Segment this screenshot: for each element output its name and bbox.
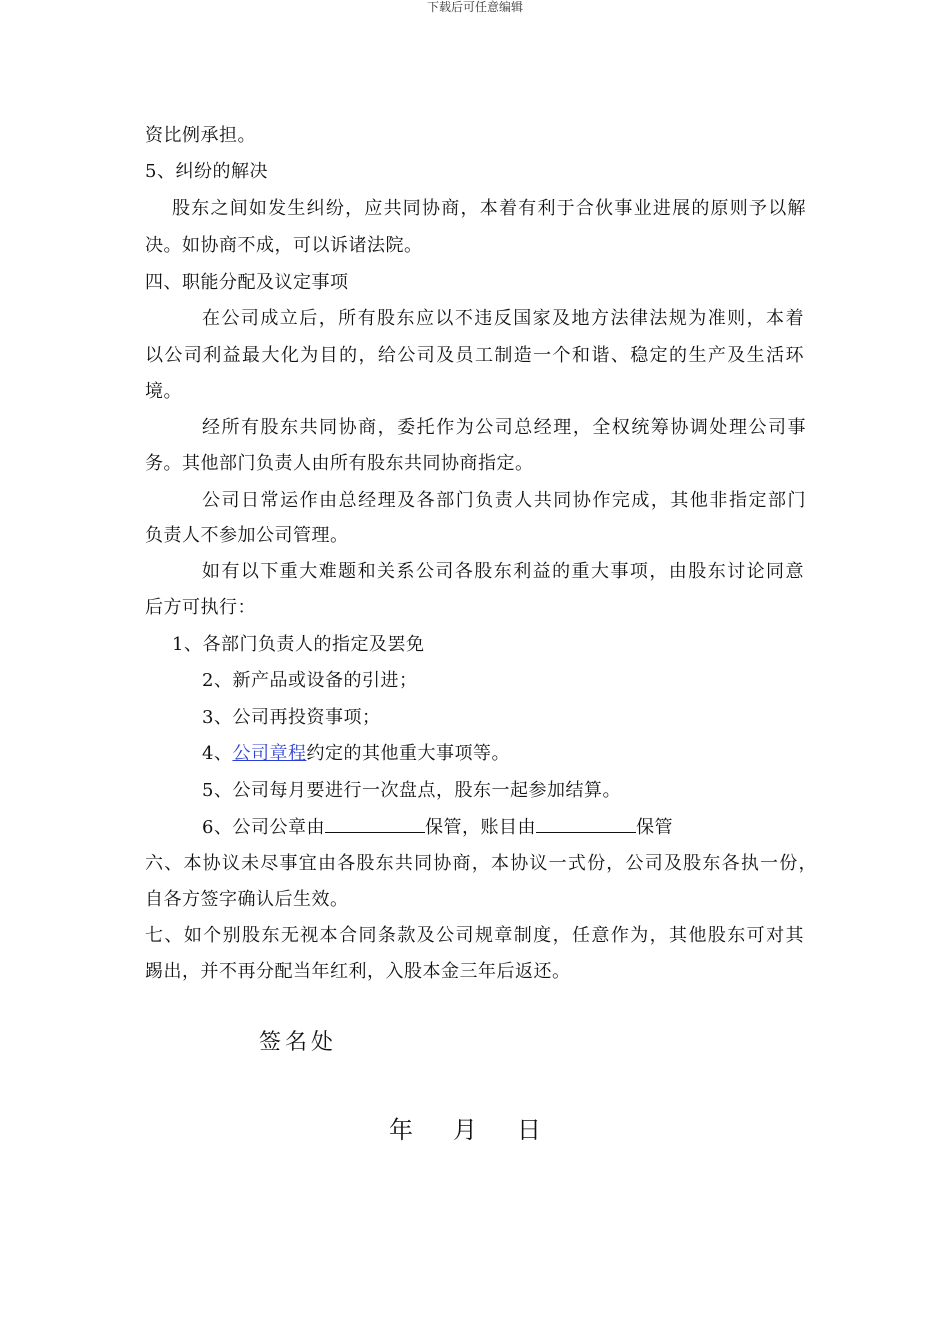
list-item: 1、各部门负责人的指定及罢免 [172, 634, 425, 655]
paragraph-line: 境。 [145, 381, 182, 402]
paragraph-line: 负责人不参加公司管理。 [145, 525, 349, 546]
date-line [389, 1116, 541, 1144]
date-month: 月 [453, 1116, 477, 1144]
paragraph-line: 后方可执行： [145, 597, 256, 618]
page-header: 下载后可任意编辑 [426, 0, 523, 14]
seal-keeper-blank[interactable] [325, 816, 425, 833]
list-item-text: 6、公司公章由 [202, 817, 325, 838]
section-heading: 5、纠纷的解决 [145, 161, 268, 182]
list-item [202, 816, 673, 839]
paragraph-line: 股东之间如发生纠纷，应共同协商，本着有利于合伙事业进展的原则予以解 [172, 198, 806, 219]
paragraph-line: 踢出，并不再分配当年红利，入股本金三年后返还。 [145, 961, 571, 982]
paragraph-line: 如有以下重大难题和关系公司各股东利益的重大事项，由股东讨论同意 [202, 561, 804, 582]
paragraph-line: 务。其他部门负责人由所有股东共同协商指定。 [145, 453, 534, 474]
paragraph-line: 自各方签字确认后生效。 [145, 889, 349, 910]
list-item-prefix: 4、 [202, 743, 233, 764]
paragraph-line: 以公司利益最大化为目的，给公司及员工制造一个和谐、稳定的生产及生活环 [145, 345, 804, 366]
paragraph-line: 决。如协商不成，可以诉诸法院。 [145, 235, 423, 256]
paragraph-line: 经所有股东共同协商，委托作为公司总经理，全权统筹协调处理公司事 [202, 417, 806, 438]
list-item: 2、新产品或设备的引进； [202, 670, 418, 691]
paragraph-line: 公司日常运作由总经理及各部门负责人共同协作完成，其他非指定部门 [202, 490, 806, 511]
list-item: 3、公司再投资事项； [202, 707, 381, 728]
list-item-text: 保管 [635, 817, 673, 838]
paragraph-line: 七、如个别股东无视本合同条款及公司规章制度，任意作为，其他股东可对其 [145, 925, 804, 946]
paragraph-line: 资比例承担。 [145, 125, 256, 146]
paragraph-line: 在公司成立后，所有股东应以不违反国家及地方法律法规为准则，本着 [202, 308, 804, 329]
list-item: 5、公司每月要进行一次盘点，股东一起参加结算。 [202, 780, 621, 801]
date-day: 日 [517, 1116, 541, 1144]
signature-label: 签名处 [259, 1030, 338, 1055]
list-item [202, 743, 510, 765]
company-charter-link[interactable]: 公司章程 [232, 743, 307, 764]
list-item-text: 保管，账目由 [424, 817, 536, 838]
list-item-suffix: 约定的其他重大事项等。 [306, 743, 510, 764]
accounts-keeper-blank[interactable] [536, 816, 636, 833]
paragraph-line: 六、本协议未尽事宜由各股东共同协商，本协议一式份，公司及股东各执一份， [145, 853, 817, 874]
date-year: 年 [389, 1116, 413, 1144]
section-heading: 四、职能分配及议定事项 [145, 272, 349, 293]
